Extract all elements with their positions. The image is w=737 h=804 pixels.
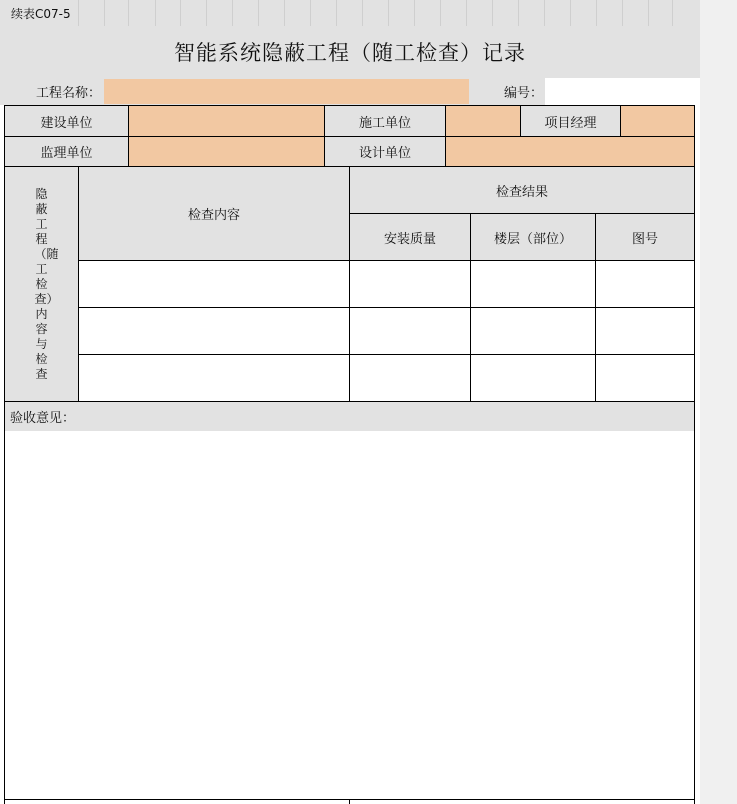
- border-line: [78, 166, 79, 402]
- row-2-floor[interactable]: [471, 308, 595, 354]
- border-line: [324, 105, 325, 167]
- grid-line: [544, 0, 545, 26]
- project-manager-label: 项目经理: [521, 106, 620, 136]
- row-2-content[interactable]: [79, 308, 349, 354]
- project-manager-field[interactable]: [621, 106, 694, 136]
- border-line: [78, 307, 695, 308]
- border-line: [78, 354, 695, 355]
- grid-line: [648, 0, 649, 26]
- grid-line: [206, 0, 207, 26]
- grid-line: [310, 0, 311, 26]
- border-line: [5, 136, 695, 137]
- column-floor: 楼层（部位）: [471, 214, 595, 260]
- border-line: [620, 105, 621, 137]
- grid-line: [492, 0, 493, 26]
- border-line: [5, 401, 695, 402]
- border-line: [5, 105, 695, 106]
- content-header: 检查内容: [79, 167, 349, 260]
- border-line: [445, 105, 446, 167]
- side-label-cell: [5, 167, 78, 401]
- row-2-quality[interactable]: [350, 308, 470, 354]
- design-unit-label: 设计单位: [325, 137, 445, 166]
- row-3-content[interactable]: [79, 355, 349, 401]
- row-1-drawing[interactable]: [596, 261, 694, 307]
- grid-line: [362, 0, 363, 26]
- row-3-quality[interactable]: [350, 355, 470, 401]
- grid-line: [672, 0, 673, 26]
- design-unit-field[interactable]: [446, 137, 694, 166]
- grid-line: [622, 0, 623, 26]
- border-line: [694, 105, 695, 804]
- grid-line: [336, 0, 337, 26]
- border-line: [470, 213, 471, 402]
- form-code: 续表C07-5: [11, 6, 71, 21]
- grid-line: [440, 0, 441, 26]
- grid-line: [180, 0, 181, 26]
- number-field[interactable]: [545, 79, 695, 104]
- page-title: 智能系统隐蔽工程（随工检查）记录: [0, 26, 700, 78]
- border-line: [595, 213, 596, 402]
- supervisor-field[interactable]: [129, 137, 324, 166]
- grid-line: [78, 0, 79, 26]
- row-3-floor[interactable]: [471, 355, 595, 401]
- construction-unit-label: 建设单位: [5, 106, 128, 136]
- border-line: [5, 166, 695, 167]
- border-line: [349, 166, 350, 402]
- row-1-content[interactable]: [79, 261, 349, 307]
- grid-line: [518, 0, 519, 26]
- grid-line: [232, 0, 233, 26]
- grid-line: [155, 0, 156, 26]
- grid-line: [104, 0, 105, 26]
- border-line: [78, 260, 695, 261]
- border-line: [349, 799, 350, 804]
- row-3-drawing[interactable]: [596, 355, 694, 401]
- row-1-quality[interactable]: [350, 261, 470, 307]
- border-line: [520, 105, 521, 137]
- row-2-drawing[interactable]: [596, 308, 694, 354]
- border-line: [128, 105, 129, 167]
- border-line: [349, 213, 695, 214]
- acceptance-field[interactable]: [5, 431, 694, 799]
- result-header: 检查结果: [350, 167, 694, 213]
- grid-line: [128, 0, 129, 26]
- column-drawing-number: 图号: [596, 214, 694, 260]
- project-name-label: 工程名称：: [36, 86, 102, 101]
- contractor-field[interactable]: [446, 106, 520, 136]
- grid-line: [284, 0, 285, 26]
- grid-line: [414, 0, 415, 26]
- acceptance-label: 验收意见：: [5, 402, 694, 431]
- side-label: 隐蔽工程（随工检查）内容与检查: [34, 186, 59, 381]
- project-name-field[interactable]: [104, 79, 469, 104]
- top-grid-row: [0, 0, 700, 26]
- contractor-label: 施工单位: [325, 106, 445, 136]
- number-label: 编号：: [504, 86, 544, 101]
- border-line: [5, 799, 695, 800]
- column-quality: 安装质量: [350, 214, 470, 260]
- grid-line: [570, 0, 571, 26]
- grid-line: [388, 0, 389, 26]
- grid-line: [596, 0, 597, 26]
- supervisor-label: 监理单位: [5, 137, 128, 166]
- grid-line: [258, 0, 259, 26]
- border-line: [4, 105, 5, 804]
- construction-unit-field[interactable]: [129, 106, 324, 136]
- grid-line: [466, 0, 467, 26]
- row-1-floor[interactable]: [471, 261, 595, 307]
